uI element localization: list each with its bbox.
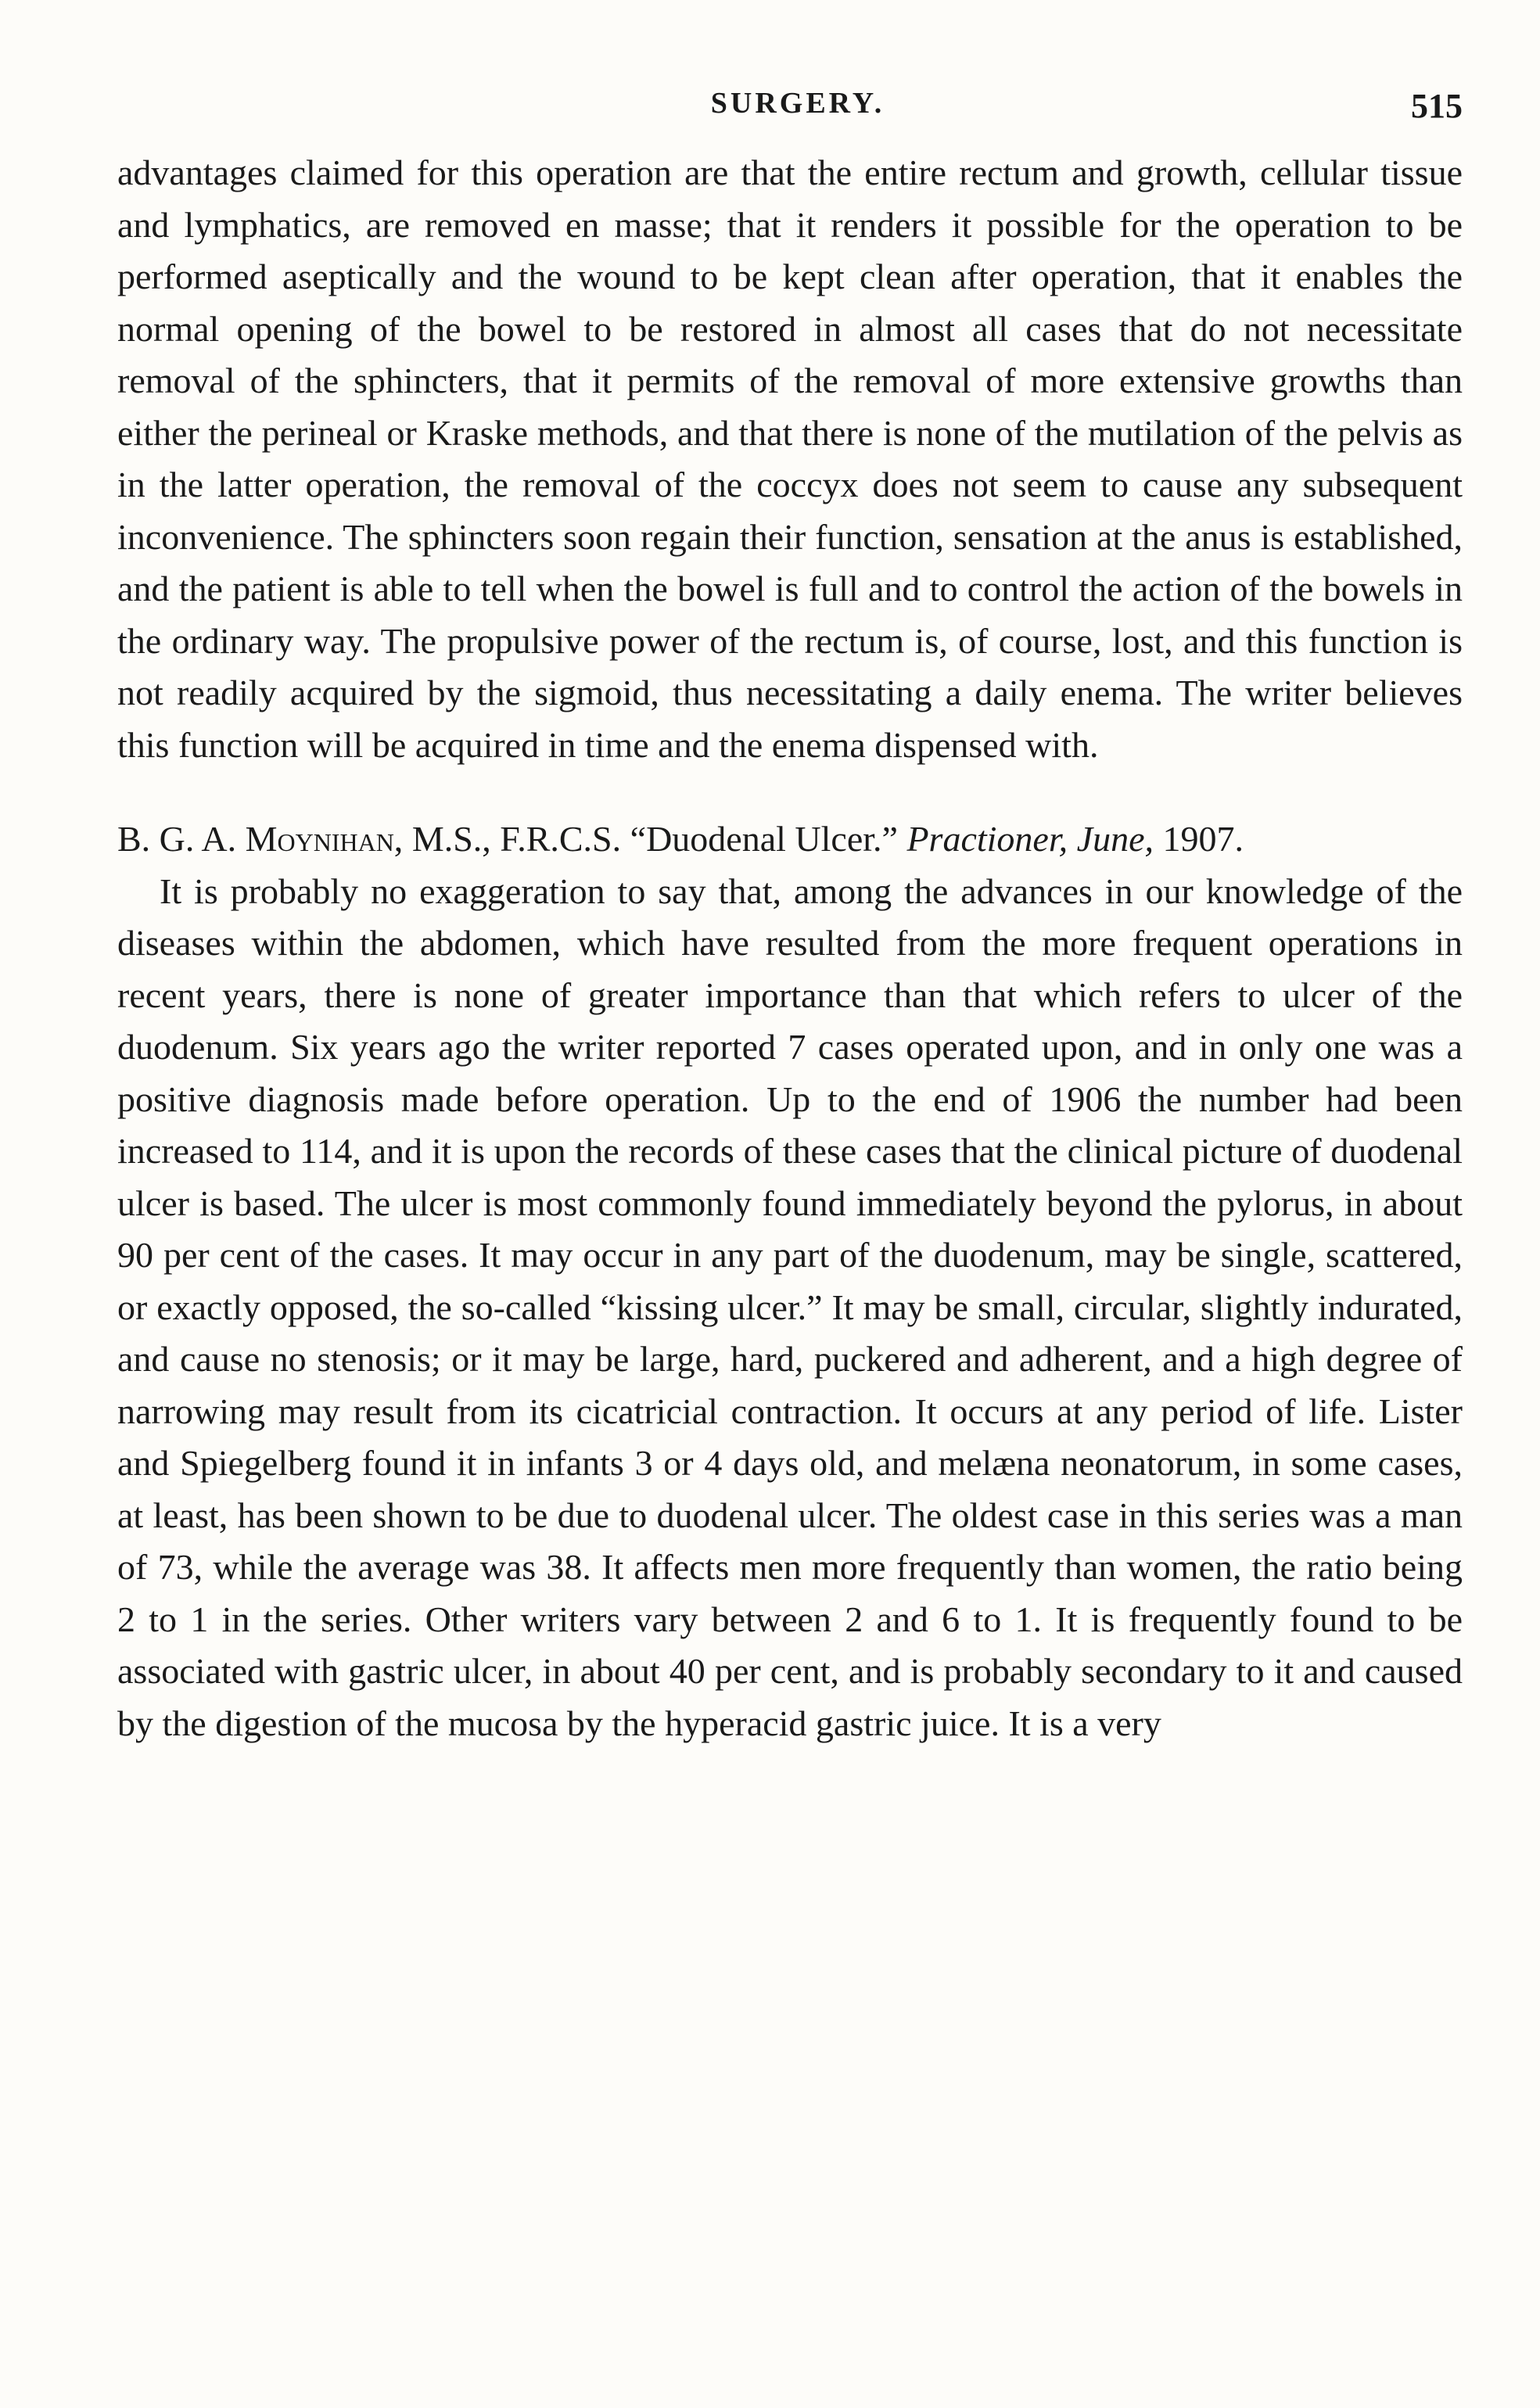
citation-year: 1907. [1162, 819, 1244, 859]
citation-title: “Duodenal Ulcer.” [630, 819, 898, 859]
abstract-paragraph: It is probably no exaggeration to say that, among the advances in our knowledge of the diseases within the abdomen, which have resulted from the more frequent operations in recent years, there is none of greater importance than that which refers to ulcer of the duodenum. Six years ago the writer reported 7 cases operated upon, and in only one was a positive diagnosis made before operation. Up to the end of 1906 the number had been increased to 114, and it is upon the records of these cases that the clinical picture of duodenal ulcer is based. The ulcer is most commonly found immediately beyond the pylorus, in about 90 per cent of the cases. It may occur in any part of the duodenum, may be single, scattered, or exactly opposed, the so-called “kissing ulcer.” It may be small, circular, slightly indurated, and cause no stenosis; or it may be large, hard, puckered and adherent, and a high degree of narrowing may result from its cicatricial contraction. It occurs at any period of life. Lister and Spiegelberg found it in infants 3 or 4 days old, and melæna neonatorum, in some cases, at least, has been shown to be due to duodenal ulcer. The oldest case in this series was a man of 73, while the average was 38. It affects men more frequently than women, the ratio being 2 to 1 in the series. Other writers vary between 2 and 6 to 1. It is frequently found to be associated with gastric ulcer, in about 40 per cent, and is probably secondary to it and caused by the digestion of the mucosa by the hyperacid gastric juice. It is a very [117, 870, 1463, 1743]
citation-journal: Practioner, [906, 819, 1068, 859]
page-number: 515 [1411, 87, 1463, 125]
running-head [117, 86, 1463, 141]
book-page [117, 86, 1463, 1749]
running-title: SURGERY. [710, 87, 885, 120]
citation-month: June, [1076, 819, 1154, 859]
citation-degrees: M.S., F.R.C.S. [411, 819, 622, 859]
article-citation [117, 813, 1463, 866]
citation-author: Moynihan, [245, 819, 404, 859]
continued-paragraph: advantages claimed for this operation are that the entire rectum and growth, cellular tissue and lymphatics, are removed en masse; that it renders it possible for the operation to be performed aseptically and the wound to be kept clean after operation, that it enables the normal opening of the bowel to be restored in almost all cases that do not necessitate removal of the sphincters, that it permits of the removal of more extensive growths than either the perineal or Kraske methods, and that there is none of the mutilation of the pelvis as in the latter operation, the removal of the coccyx does not seem to cause any subsequent inconvenience. The sphincters soon regain their function, sensation at the anus is established, and the patient is able to tell when the bowel is full and to control the action of the bowels in the ordinary way. The propulsive power of the rectum is, of course, lost, and this function is not readily acquired by the sigmoid, thus necessitating a daily enema. The writer believes this function will be acquired in time and the enema dispensed with. [117, 153, 1463, 765]
citation-initials: B. G. A. [117, 819, 237, 859]
